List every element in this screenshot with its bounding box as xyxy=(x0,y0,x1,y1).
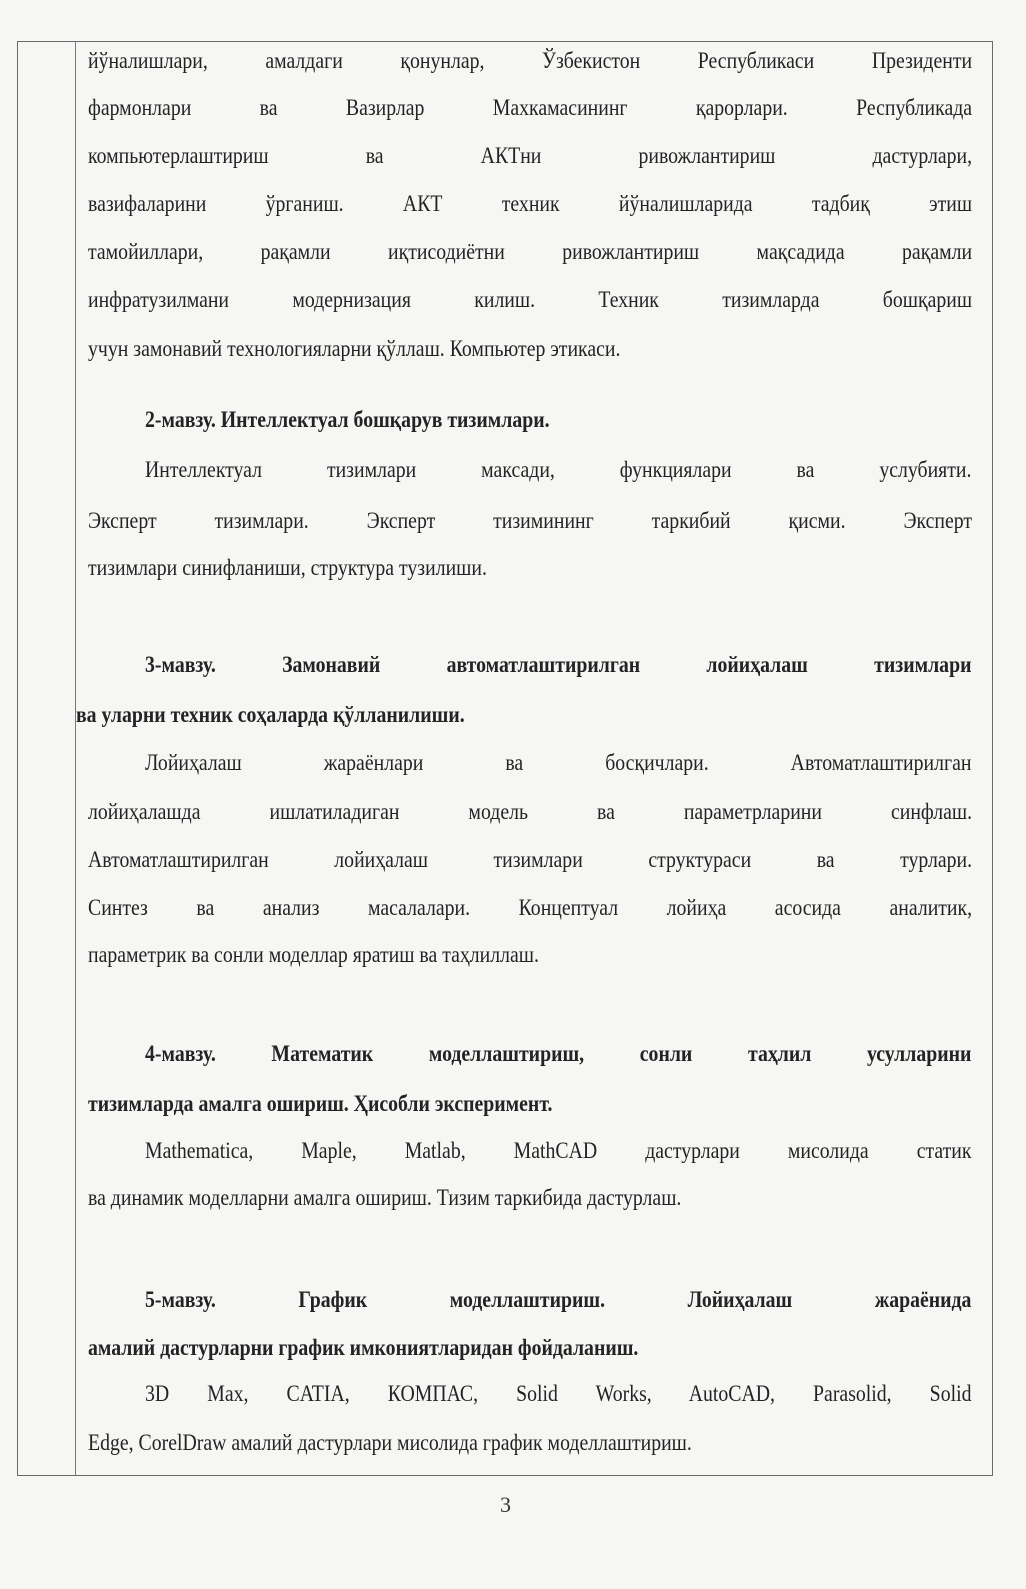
text-line: инфратузилмани модернизация килиш. Техник тизимларда бошқариш xyxy=(88,287,973,312)
text-line: Синтез ва анализ масалалари. Концептуал лойиҳа асосида аналитик, xyxy=(88,895,973,920)
text-line: лойиҳалашда ишлатиладиган модель ва параметрларини синфлаш. xyxy=(88,799,973,824)
table-column-divider xyxy=(75,41,76,1476)
text-line: компьютерлаштириш ва АКТни ривожлантириш дастурлари, xyxy=(88,143,973,168)
topic-3-heading: 3-мавзу. Замонавий автоматлаштирилган лойиҳалаш тизимлари xyxy=(145,652,972,677)
text-line: учун замонавий технологияларни қўллаш. Компьютер этикаси. xyxy=(88,336,621,361)
topic-5-heading-cont: амалий дастурларни график имкониятларидан фойдаланиш. xyxy=(88,1335,639,1360)
topic-2-heading: 2-мавзу. Интеллектуал бошқарув тизимлари. xyxy=(145,407,550,432)
text-line: тизимлари синифланиши, структура тузилиши. xyxy=(88,555,487,580)
text-line: ва динамик моделларни амалга ошириш. Тизим таркибида дастурлаш. xyxy=(88,1185,682,1210)
topic-3-heading-cont: ва уларни техник соҳаларда қўлланилиши. xyxy=(76,702,465,727)
text-line: фармонлари ва Вазирлар Махкамасининг қарорлари. Республикада xyxy=(88,95,973,120)
text-line: Лойиҳалаш жараёнлари ва босқичлари. Автоматлаштирилган xyxy=(145,750,972,775)
text-line: Эксперт тизимлари. Эксперт тизимининг таркибий қисми. Эксперт xyxy=(88,508,973,533)
text-line: Mathematica, Maple, Matlab, MathCAD дастурлари мисолида статик xyxy=(145,1138,972,1163)
text-line: параметрик ва сонли моделлар яратиш ва таҳлиллаш. xyxy=(88,942,539,967)
page-number: 3 xyxy=(500,1492,511,1517)
text-line: 3D Max, CATIA, КОМПАС, Solid Works, AutoCAD, Parasolid, Solid xyxy=(145,1381,972,1406)
text-line: Edge, CorelDraw амалий дастурлари мисолида график моделлаштириш. xyxy=(88,1430,692,1455)
text-line: Автоматлаштирилган лойиҳалаш тизимлари структураси ва турлари. xyxy=(88,847,973,872)
topic-5-heading: 5-мавзу. График моделлаштириш. Лойиҳалаш жараёнида xyxy=(145,1287,972,1312)
text-line: йўналишлари, амалдаги қонунлар, Ўзбекистон Республикаси Президенти xyxy=(88,48,973,73)
text-line: тамойиллари, рақамли иқтисодиётни ривожлантириш мақсадида рақамли xyxy=(88,239,973,264)
text-line: Интеллектуал тизимлари максади, функциялари ва услубияти. xyxy=(145,457,972,482)
topic-4-heading-cont: тизимларда амалга ошириш. Ҳисобли эксперимент. xyxy=(88,1091,553,1116)
text-line: вазифаларини ўрганиш. АКТ техник йўналишларида тадбиқ этиш xyxy=(88,191,973,216)
topic-4-heading: 4-мавзу. Математик моделлаштириш, сонли таҳлил усулларини xyxy=(145,1041,972,1066)
